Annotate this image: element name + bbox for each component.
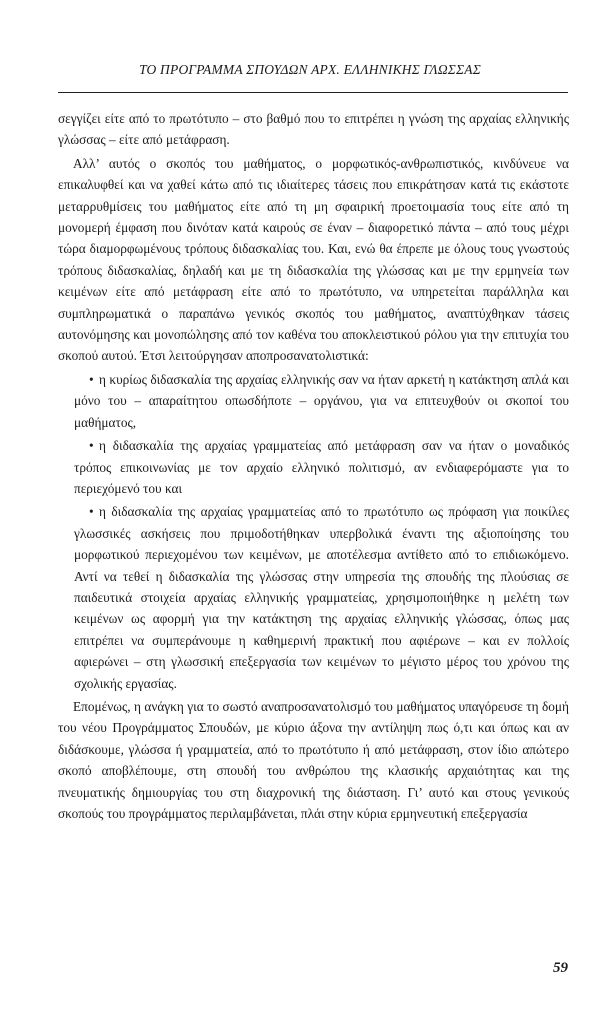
paragraph-conclusion: Επομένως, η ανάγκη για το σωστό αναπροσανατολισμό του μαθήματος υπαγόρευσε τη δομή του νέου Προγράμματος Σπουδών, με κύριο άξονα την αντίληψη πως ό,τι και όπως και αν διδάσκουμε, γλώσσα ή γραμματεία, από το πρωτότυπο ή από μετάφραση, στον ίδιο απώτερο σκοπό αποβλέπουμε, στη σπουδή του ανθρώπου της κλασικής αρχαιότητας και της πνευματικής δημιουργίας του στη διαχρονική της διάσταση. Γι’ αυτό και στους γενικούς σκοπούς του προγράμματος περιλαμβάνεται, πλάι στην κύρια ερμηνευτική επεξεργασία [58, 698, 569, 821]
body-text [58, 108, 569, 826]
page-number: 59 [553, 960, 568, 976]
bullet-mark: • [89, 504, 94, 520]
bullet-item [58, 435, 569, 499]
paragraph-main: Αλλ’ αυτός ο σκοπός του μαθήματος, ο μορφωτικός-ανθρωπιστικός, κινδύνευε να επικαλυφθεί και να χαθεί κάτω από τις ιδιαίτερες τάσεις που επικράτησαν κατά τις εκάστοτε μεταρρυθμίσεις του μαθήματος είτε από τη μη σφαιρική προετοιμασία τους είτε από τη μονομερή έμφαση που δινόταν κατά καιρούς σε έναν – διαφορετικό πάντα – από τους μέχρι τώρα διαμορφωμένους τρόπους διδασκαλίας του. Και, ενώ θα έπρεπε με όλους τους γνωστούς τρόπους διδασκαλίας, δηλαδή και με τη διδασκαλία της γλώσσας και με την ερμηνεία των κειμένων είτε από μετάφραση είτε από το πρωτότυπο, να υπηρετείται παράλληλα και συμπληρωματικά ο παραπάνω γενικός σκοπός του μαθήματος, αναπτύχθηκαν τάσεις αυτονόμησης και μονοπώλησης από τον καθένα του αποκλειστικού ρόλου για την επιτυχία του σκοπού αυτού. Έτσι λειτούργησαν αποπροσανατολιστικά: [58, 155, 569, 364]
header-rule [58, 92, 568, 93]
bullet-text: η διδασκαλία της αρχαίας γραμματείας από το πρωτότυπο ως πρόφαση για ποικίλες γλωσσικές ασκήσεις που πριμοδοτήθηκαν υπερβολικά έναντι της αξιοποίησης του μορφωτικού περιεχομένου των κειμένων, με αποτέλεσμα αντίθετο από το επιδιωκόμενο. Αντί να τεθεί η διδασκαλία της γλώσσας στην υπηρεσία της σπουδής της πλούσιας σε παιδευτικά στοιχεία αρχαίας ελληνικής γραμματείας, χρησιμοποιήθηκε η μελέτη των κειμένων ως αφορμή για την κατάκτηση της αρχαίας ελληνικής γλώσσας, όπως μας επιτρέπει να συμπεράνουμε η καθημερινή πρακτική που αφιέρωνε – και εν πολλοίς αφιερώνει – στη γλωσσική επεξεργασία των κειμένων το μέγιστο μέρος του χρόνου της σχολικής εργασίας. [74, 504, 569, 691]
bullet-item [58, 369, 569, 433]
bullet-mark: • [89, 438, 94, 454]
bullet-item [58, 501, 569, 694]
bullet-text: η κυρίως διδασκαλία της αρχαίας ελληνικής σαν να ήταν αρκετή η κατάκτηση απλά και μόνο του – απαραίτητου οπωσδήποτε – οργάνου, για να επιτευχθούν οι σκοποί του μαθήματος, [74, 371, 569, 430]
bullet-mark: • [89, 371, 94, 387]
paragraph-continuation: σεγγίζει είτε από το πρωτότυπο – στο βαθμό που το επιτρέπει η γνώση της αρχαίας ελληνικής γλώσσας – είτε από μετάφραση. [58, 111, 569, 148]
bullet-text: η διδασκαλία της αρχαίας γραμματείας από μετάφραση σαν να ήταν ο μοναδικός τρόπος επικοινωνίας με τον αρχαίο ελληνικό πολιτισμό, αν ενδιαφερόμαστε για το περιεχόμενό του και [74, 438, 569, 496]
running-header: ΤΟ ΠΡΟΓΡΑΜΜΑ ΣΠΟΥΔΩΝ ΑΡΧ. ΕΛΛΗΝΙΚΗΣ ΓΛΩΣΣΑΣ [139, 62, 481, 77]
